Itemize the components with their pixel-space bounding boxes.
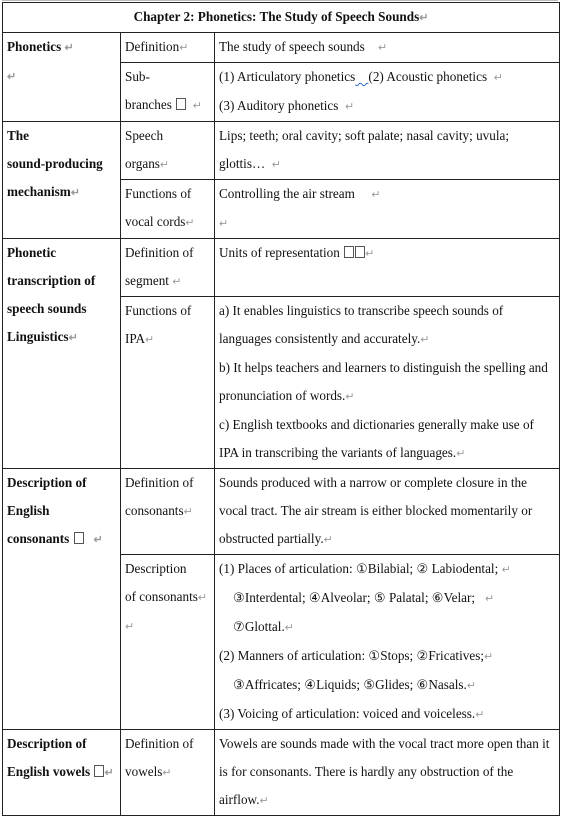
topic-cell-transcription: [3, 239, 121, 469]
subtopic-cell: [121, 122, 215, 180]
topic-label: Phonetic: [7, 245, 57, 260]
paragraph-mark-icon: ↵: [68, 332, 78, 344]
content-cell: [215, 297, 560, 469]
subtopic-label: Functions of: [125, 186, 192, 201]
subtopic-label: Description: [125, 561, 187, 576]
paragraph-mark-icon: ↵: [271, 159, 281, 171]
topic-cell-vowels: [3, 730, 121, 816]
topic-label: Phonetics: [7, 39, 62, 54]
subtopic-label: Speech: [125, 128, 164, 143]
table-row: [3, 239, 560, 297]
list-item: ⑦Glottal.: [233, 619, 285, 634]
paragraph-mark-icon: ↵: [104, 767, 114, 779]
paragraph-mark-icon: ↵: [259, 795, 269, 807]
paragraph-mark-icon: ↵: [345, 391, 355, 403]
table-title-row: [3, 3, 560, 33]
table-row: [3, 469, 560, 555]
content-text: (2) Acoustic phonetics: [368, 69, 488, 84]
subtopic-cell: [121, 63, 215, 122]
content-cell: [215, 122, 560, 180]
phonetics-summary-table: [2, 2, 560, 816]
list-item: (1) Places of articulation: ①Bilabial; ② Labiodental;: [219, 561, 499, 576]
content-text: Controlling the air stream: [219, 186, 355, 201]
paragraph-mark-icon: ↵: [64, 42, 74, 54]
placeholder-box-icon: [176, 98, 186, 110]
paragraph-mark-icon: ↵: [197, 592, 208, 604]
table-row: [3, 122, 560, 180]
paragraph-mark-icon: ↵: [93, 534, 103, 546]
topic-cell-mechanism: [3, 122, 121, 239]
subtopic-cell: [121, 180, 215, 239]
subtopic-label: Definition of: [125, 245, 194, 260]
subtopic-label: vocal cords: [125, 214, 186, 229]
topic-label: English: [7, 503, 50, 518]
subtopic-cell: [121, 33, 215, 63]
placeholder-box-icon: [94, 765, 104, 777]
placeholder-box-icon: [74, 532, 84, 544]
list-item: ③Interdental; ④Alveolar; ⑤ Palatal; ⑥Velar;: [233, 590, 476, 605]
paragraph-mark-icon: ↵: [179, 42, 189, 54]
paragraph-mark-icon: ↵: [185, 217, 195, 229]
subtopic-label: Definition of: [125, 475, 194, 490]
subtopic-label: segment: [125, 273, 169, 288]
paragraph-mark-icon: ↵: [365, 248, 375, 260]
topic-label: Description of: [7, 475, 87, 490]
page-top-rule: [2, 0, 558, 1]
content-cell: [215, 33, 560, 63]
paragraph-mark-icon: ↵: [484, 593, 495, 605]
paragraph-mark-icon: ↵: [419, 12, 429, 24]
paragraph-mark-icon: ↵: [420, 334, 430, 346]
topic-label: Description of: [7, 736, 87, 751]
content-text: Lips; teeth; oral cavity; soft palate; nasal cavity; uvula; glottis…: [219, 128, 510, 171]
table-title: Chapter 2: Phonetics: The Study of Speech Sounds: [133, 9, 420, 24]
content-cell: [215, 469, 560, 555]
subtopic-cell: [121, 469, 215, 555]
paragraph-mark-icon: ↵: [484, 651, 494, 663]
paragraph-mark-icon: ↵: [219, 218, 229, 230]
topic-label: The: [7, 128, 29, 143]
topic-label: transcription of: [7, 273, 96, 288]
paragraph-mark-icon: ↵: [192, 100, 202, 112]
topic-label: speech sounds: [7, 301, 87, 316]
paragraph-mark-icon: ↵: [7, 71, 17, 83]
subtopic-label: IPA: [125, 331, 146, 346]
spelling-underline: [355, 69, 368, 84]
subtopic-cell: [121, 555, 215, 730]
subtopic-cell: [121, 239, 215, 297]
paragraph-mark-icon: ↵: [371, 189, 381, 201]
paragraph-mark-icon: ↵: [145, 334, 155, 346]
paragraph-mark-icon: ↵: [466, 680, 477, 692]
subtopic-label: consonants: [125, 503, 184, 518]
topic-label: consonants: [7, 531, 70, 546]
list-item: (2) Manners of articulation: ①Stops; ②Fricatives;: [219, 648, 484, 663]
paragraph-mark-icon: ↵: [70, 187, 80, 199]
content-cell: [215, 239, 560, 297]
subtopic-label: of consonants: [125, 589, 198, 604]
paragraph-mark-icon: ↵: [172, 276, 182, 288]
paragraph-mark-icon: ↵: [323, 534, 333, 546]
paragraph-mark-icon: ↵: [456, 448, 466, 460]
content-text: Sounds produced with a narrow or complete closure in the vocal tract. The air stream is either blocked momentarily or obstructed partially.: [219, 475, 533, 546]
paragraph-mark-icon: ↵: [162, 767, 172, 779]
list-item: a) It enables linguistics to transcribe speech sounds of languages consistently and accurately.: [219, 303, 504, 346]
content-cell: [215, 555, 560, 730]
content-cell: [215, 180, 560, 239]
paragraph-mark-icon: ↵: [183, 506, 193, 518]
subtopic-label: branches: [125, 97, 172, 112]
content-text: Vowels are sounds made with the vocal tract more open than it is for consonants. There is hardly any obstruction of the airflow.: [219, 736, 550, 807]
topic-cell-phonetics: [3, 33, 121, 122]
list-item: c) English textbooks and dictionaries generally make use of IPA in transcribing the variants of languages.: [219, 417, 534, 460]
content-cell: [215, 63, 560, 122]
paragraph-mark-icon: ↵: [493, 72, 503, 84]
table-row: [3, 33, 560, 63]
paragraph-mark-icon: ↵: [159, 159, 170, 171]
subtopic-cell: [121, 730, 215, 816]
paragraph-mark-icon: ↵: [284, 622, 294, 634]
subtopic-label: organs: [125, 156, 160, 171]
topic-label: sound-producing: [7, 156, 103, 171]
subtopic-cell: [121, 297, 215, 469]
topic-label: English vowels: [7, 764, 91, 779]
subtopic-label: Definition of: [125, 736, 194, 751]
paragraph-mark-icon: ↵: [501, 564, 511, 576]
table-row: [3, 730, 560, 816]
paragraph-mark-icon: ↵: [475, 709, 485, 721]
content-text: Units of representation: [219, 245, 340, 260]
subtopic-label: vowels: [125, 764, 163, 779]
paragraph-mark-icon: ↵: [345, 101, 355, 113]
subtopic-label: Definition: [125, 39, 180, 54]
placeholder-box-icon: [344, 246, 354, 258]
content-text: (3) Auditory phonetics: [219, 98, 339, 113]
subtopic-label: Functions of: [125, 303, 192, 318]
topic-label: Linguistics: [7, 329, 69, 344]
topic-cell-consonants: [3, 469, 121, 730]
table-title-cell: [3, 3, 560, 33]
subtopic-label: Sub-: [125, 69, 150, 84]
list-item: (3) Voicing of articulation: voiced and voiceless.: [219, 706, 476, 721]
content-cell: [215, 730, 560, 816]
list-item: b) It helps teachers and learners to distinguish the spelling and pronunciation of words.: [219, 360, 548, 403]
topic-label: mechanism: [7, 184, 71, 199]
paragraph-mark-icon: ↵: [125, 621, 135, 633]
content-text: The study of speech sounds: [219, 39, 365, 54]
paragraph-mark-icon: ↵: [377, 42, 388, 54]
content-text: (1) Articulatory phonetics: [219, 69, 356, 84]
placeholder-box-icon: [355, 246, 365, 258]
list-item: ③Affricates; ④Liquids; ⑤Glides; ⑥Nasals.: [233, 677, 467, 692]
